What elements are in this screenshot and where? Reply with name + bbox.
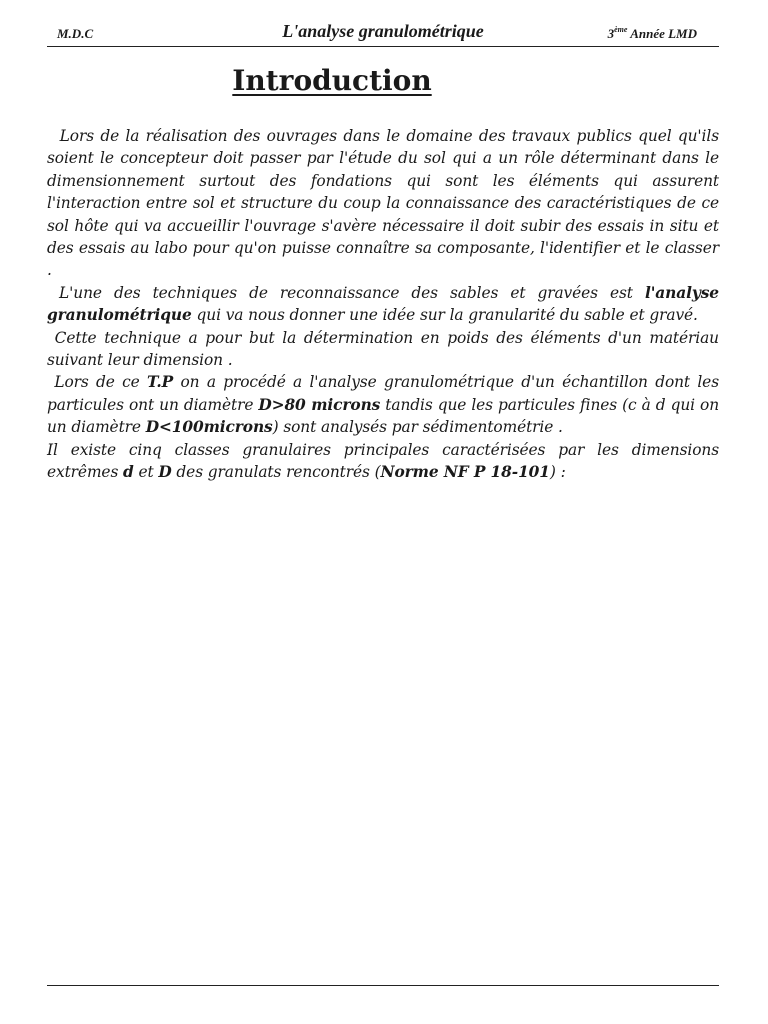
header-year-suffix: ème: [614, 25, 628, 34]
p4-bold-diameter-2: D<100microns: [145, 418, 273, 437]
paragraph-4: [47, 371, 719, 438]
header-course-year: [608, 25, 697, 42]
p4-text-2: on a procédé a l'analyse granulométrique d'un échantillon dont les particules ont un diamètre: [47, 373, 719, 414]
paragraph-2: [47, 282, 719, 327]
paragraph-3: Cette technique a pour but la détermination en poids des éléments d'un matériau suivant leur dimension .: [47, 328, 719, 370]
header-year-number: 3: [607, 26, 615, 41]
paragraph-5: [47, 439, 719, 484]
p5-bold-norm: Norme NF P 18-101: [380, 463, 550, 482]
p2-text-start: L'une des techniques de reconnaissance des sables et gravées est: [47, 283, 645, 302]
p2-text-end: qui va nous donner une idée sur la granularité du sable et gravé.: [191, 306, 698, 325]
document-body: [47, 125, 719, 484]
p4-text-3: tandis que les particules fines (c à d qui on un diamètre: [47, 395, 720, 437]
p4-bold-diameter-1: D>80 microns: [258, 395, 381, 414]
header-document-title: L'analyse granulométrique: [282, 21, 484, 41]
header-year-label: Année LMD: [627, 26, 697, 41]
header-author: M.D.C: [57, 26, 94, 41]
paragraph-1: Lors de la réalisation des ouvrages dans le domaine des travaux publics quel qu'ils soient le concepteur doit passer par l'étude du sol qui a un rôle déterminant dans le dimensionnement surtout des fondations qui sont les éléments qui assurent l'interaction entre sol et structure du coup la connaissance des caractéristiques de ce sol hôte qui va accueillir l'ouvrage s'avère nécessaire il doit subir des essais in situ et des essais au labo pour qu'on puisse connaître sa composante, l'identifier et le classer .: [47, 127, 719, 280]
p5-text-2: et: [133, 463, 159, 482]
footer-divider: [47, 985, 719, 986]
p5-bold-d-large: D: [158, 463, 172, 482]
p4-text-4: ) sont analysés par sédimentométrie .: [272, 418, 563, 437]
p4-bold-tp: T.P: [147, 373, 174, 392]
page-title: Introduction: [232, 64, 432, 97]
p5-text-1: Il existe cinq classes granulaires principales caractérisées par les dimensions extrêmes: [47, 440, 719, 482]
p5-text-4: ) :: [549, 463, 566, 482]
p2-bold-term: l'analyse granulométrique: [47, 283, 719, 325]
p5-text-3: des granulats rencontrés (: [171, 463, 381, 482]
page-header: [47, 20, 719, 47]
p4-text-1: Lors de ce: [47, 373, 148, 392]
p5-bold-d-small: d: [123, 463, 134, 482]
